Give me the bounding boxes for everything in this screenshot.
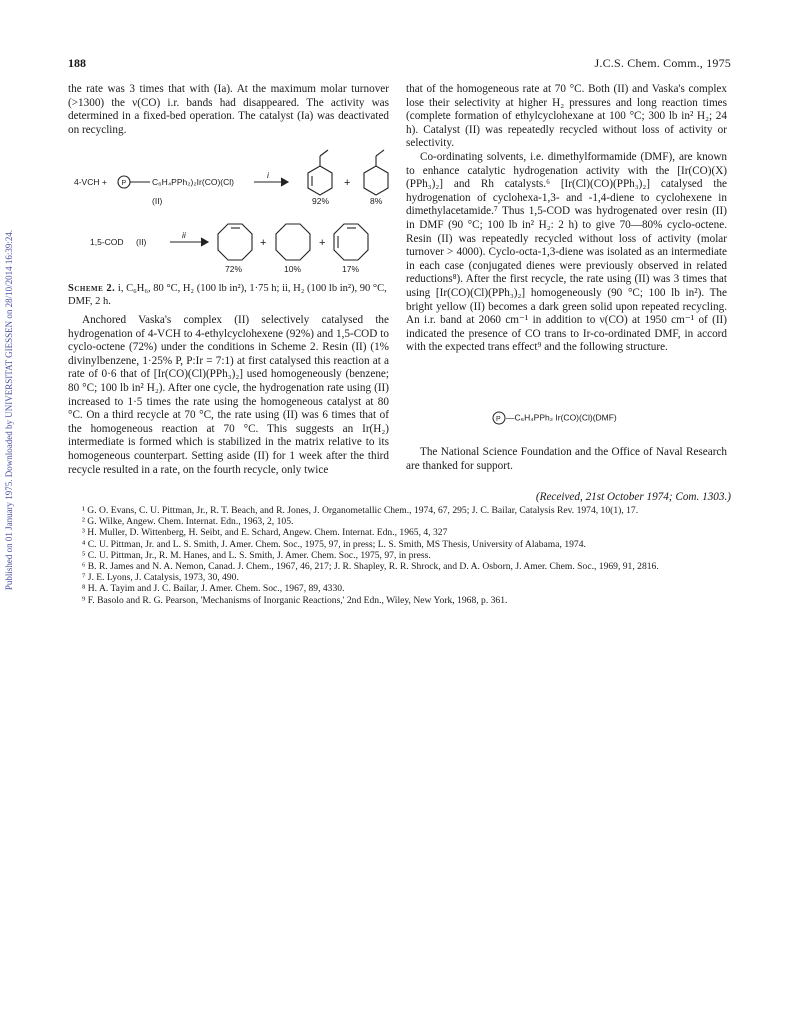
reference-item: ⁶ B. R. James and N. A. Nemon, Canad. J. Chem., 1967, 46, 217; J. R. Shapley, R. R. Shrock, and D. A. Osborn, J. Amer. Chem. Soc., 1969, 91, 2816. [82, 561, 659, 573]
scheme-plus-1: + [344, 177, 351, 189]
scheme-step-i: i [267, 170, 269, 180]
reference-item: ⁷ J. E. Lyons, J. Catalysis, 1973, 30, 490. [82, 572, 239, 584]
scheme-yield-92: 92% [312, 196, 330, 206]
reference-item: ⁵ C. U. Pittman, Jr., R. M. Hanes, and L. S. Smith, J. Amer. Chem. Soc., 1975, 97, in press. [82, 549, 431, 561]
scheme-catalyst: C₆H₄PPh₂)₂Ir(CO)(Cl) [152, 177, 234, 187]
scheme-catalyst-label-2: (II) [136, 237, 147, 247]
svg-text:P: P [496, 416, 501, 423]
scheme-plus-2: + [260, 237, 267, 249]
scheme-2-diagram [68, 138, 389, 280]
journal-header: J.C.S. Chem. Comm., 1975 [594, 56, 731, 70]
paragraph-continuation: the rate was 3 times that with (Ia). At the maximum molar turnover (>1300) the ν(CO) i.r. bands had disappeared. The activity was determined in a fixed-bed operation. The catalyst (Ia) was deactivated on recycling. [68, 83, 389, 136]
reference-item: ³ H. Muller, D. Wittenberg, H. Seibt, and E. Schard, Angew. Chem. Internat. Edn., 1965, 4, 327 [82, 527, 448, 539]
received-date: (Received, 21st October 1974; Com. 1303.) [535, 491, 731, 503]
download-watermark [2, 190, 16, 630]
left-column-main [68, 314, 389, 477]
polymer-label: P [121, 180, 127, 187]
scheme-caption-label: Scheme 2. [68, 283, 116, 294]
scheme-catalyst-label-1: (II) [152, 196, 163, 206]
download-watermark-text: Published on 01 January 1975. Downloaded by UNIVERSITAT GIESSEN on 28/10/2014 16:39:24. [4, 229, 14, 591]
scheme-yield-17: 17% [342, 264, 360, 274]
scheme-plus-3: + [319, 237, 326, 249]
left-column-top [68, 83, 389, 137]
reference-item: ¹ G. O. Evans, C. U. Pittman, Jr., R. T. Beach, and R. Jones, J. Organometallic Chem., 1974, 67, 295; J. C. Bailar, Catalysis Rev. 1974, 10(1), 17. [82, 505, 639, 516]
page-number: 188 [68, 56, 86, 70]
structure-formula: —C₆H₄PPh₂ Ir(CO)(Cl)(DMF) [506, 412, 617, 423]
cyclooctane-structure [276, 224, 310, 260]
cyclooctene-structure [218, 224, 252, 260]
cyclooctadiene-structure [334, 224, 368, 260]
reference-item: ² G. Wilke, Angew. Chem. Internat. Edn., 1963, 2, 105. [82, 516, 294, 528]
scheme-yield-8: 8% [370, 196, 383, 206]
paragraph-solvents: Co-ordinating solvents, i.e. dimethylformamide (DMF), are known to enhance catalytic hydrogenation activity with the [Ir(CO)(X)(PPh₃)₂] and Rh catalysts.⁶ [Ir(Cl)(CO)(PPh₃)₂] catalysed the hydrogenation of cyclohexa-1,3- and -1,4-diene to cyclohexene in dimethylacetamide.⁷ Thus 1,5-COD was hydrogenated over resin (II) in DMF (90 °C; 100 lb in² H₂: 2 h) to give 70—80% cyclo-octene. Resin (II) was repeatedly recycled without loss of activity (molar turnover > 4000). Cyclo-octa-1,3-diene was isolated as an intermediate in each case (conjugated dienes were previously observed in related reductions⁸). After the first recycle, the rate using (II) was 3 times that using [Ir(CO)(Cl)(PPh₃)₂] homogeneously (90 °C; 100 lb in²). The bright yellow (II) becomes a dark green solid upon repeated recycling. An i.r. band at 2060 cm⁻¹ in addition to ν(CO) at 1950 cm⁻¹ of (II) indicated the presence of CO trans to Ir-co-ordinated DMF, in accord with the expected trans effect⁹ and the following structure. [406, 150, 727, 354]
scheme-reactant-2: 1,5-COD [90, 237, 124, 247]
paragraph-homogeneous: that of the homogeneous rate at 70 °C. Both (II) and Vaska's complex lose their selectivity at higher H₂ pressures and long reaction times (complete formation of ethylcyclohexane at 100 °C; 300 lb in² H₂; 24 h). Catalyst (II) was repeatedly recycled without loss of activity or selectivity. [406, 83, 727, 150]
reference-item: ⁹ F. Basolo and R. G. Pearson, 'Mechanisms of Inorganic Reactions,' 2nd Edn., Wiley, New York, 1968, p. 361. [82, 594, 508, 606]
acknowledgement-block [406, 446, 727, 473]
scheme-yield-72: 72% [225, 264, 243, 274]
ethylcyclohexene-structure [308, 150, 332, 195]
scheme-caption [68, 283, 389, 308]
references-list [68, 505, 729, 606]
reference-item: ⁸ H. A. Tayim and J. C. Bailar, J. Amer. Chem. Soc., 1967, 89, 4330. [82, 583, 345, 595]
acknowledgement: The National Science Foundation and the Office of Naval Research are thanked for support. [406, 446, 727, 472]
anchored-complex-structure [492, 411, 617, 425]
scheme-yield-10: 10% [284, 264, 302, 274]
reference-item: ⁴ C. U. Pittman, Jr. and L. S. Smith, J. Amer. Chem. Soc., 1975, 97, in press; L. S. Smith, MS Thesis, University of Alabama, 1974. [82, 538, 586, 550]
scheme-reactant-1: 4-VCH + [74, 177, 107, 187]
scheme-step-ii: ii [182, 230, 186, 240]
polymer-circle-icon [492, 411, 506, 425]
right-column [406, 83, 727, 355]
paragraph-anchored: Anchored Vaska's complex (II) selectively catalysed the hydrogenation of 4-VCH to 4-ethylcyclohexene (92%) and 1,5-COD to cyclo-octene (72%) under the conditions in Scheme 2. Resin (II) (1% divinylbenzene, 1·25% P, P:Ir = 7:1) at first catalysed this reaction at a rate of 0·6 that of [Ir(CO)(Cl)(PPh₃)₂] used homogeneously (benzene; 80 °C; 100 lb in² H₂). After one cycle, the hydrogenation rate using (II) increased to 1·5 times the rate using the homogeneous catalyst at 80 °C. On a third recycle at 70 °C, the rate using (II) was 6 times that of the homogeneous reaction at 70 °C. This suggests an Ir(H₂) intermediate is formed which is stabilized in the matrix relative to its homogeneous counterpart. Setting aside (II) for 1 week after the third recycle resulted in a rate, on the fourth recycle, only twice [68, 314, 389, 476]
scheme-caption-text: i, C₆H₆, 80 °C, H₂ (100 lb in²), 1·75 h; ii, H₂ (100 lb in²), 90 °C, DMF, 2 h. [68, 283, 387, 307]
ethylcyclohexane-structure [364, 150, 388, 195]
